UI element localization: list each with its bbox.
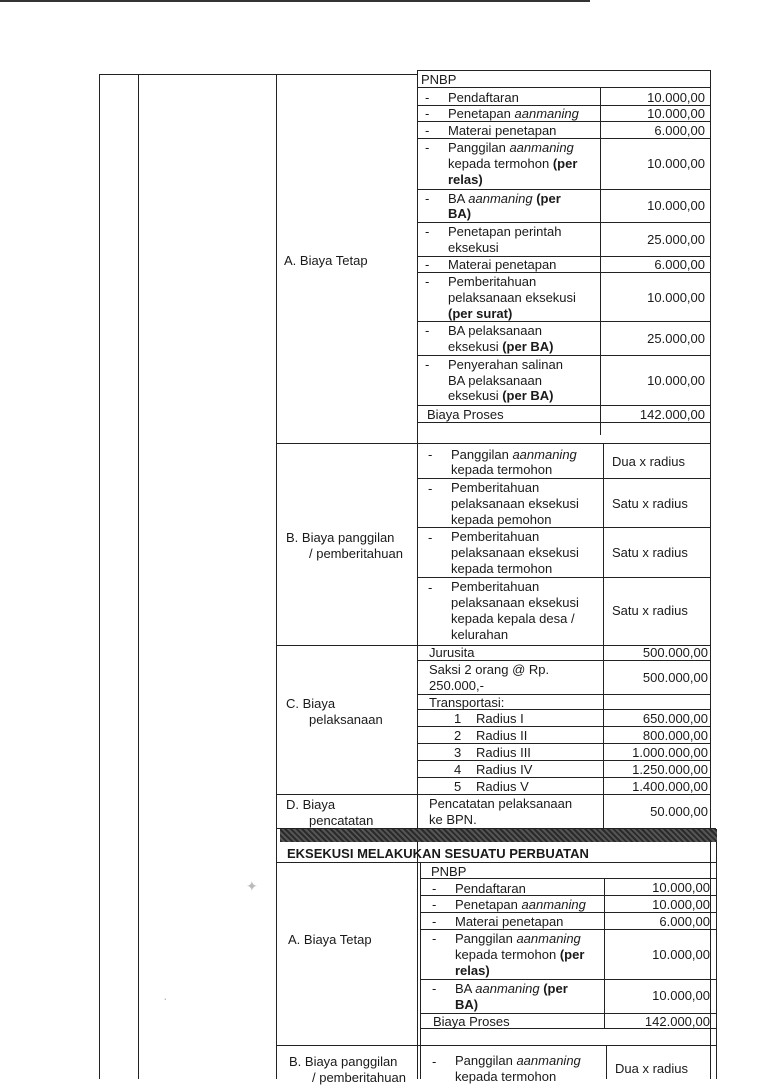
pnbp-label-2: PNBP: [431, 864, 467, 879]
pnbp-label: PNBP: [421, 72, 457, 87]
section-2-b-label-2: / pemberitahuan: [312, 1070, 406, 1085]
transport-label: Transportasi:: [429, 695, 505, 710]
section-b-label: B. Biaya panggilan: [286, 530, 395, 545]
section-2-b-label: B. Biaya panggilan: [289, 1054, 398, 1069]
section-divider-band: [280, 829, 717, 842]
scan-mark: ·: [163, 990, 168, 1006]
section-d-label-2: pencatatan: [309, 813, 374, 828]
section-2-a-label: A. Biaya Tetap: [288, 932, 372, 947]
page-top-border: [0, 0, 590, 2]
section-d-label: D. Biaya: [286, 797, 336, 812]
section-a-label: A. Biaya Tetap: [284, 253, 368, 268]
section-2-title: EKSEKUSI MELAKUKAN SESUATU PERBUATAN: [287, 846, 589, 861]
section-c-label-2: pelaksanaan: [309, 712, 383, 727]
section-c-label: C. Biaya: [286, 696, 336, 711]
scan-mark: ✦: [246, 878, 258, 894]
section-b-label-2: / pemberitahuan: [309, 546, 403, 561]
